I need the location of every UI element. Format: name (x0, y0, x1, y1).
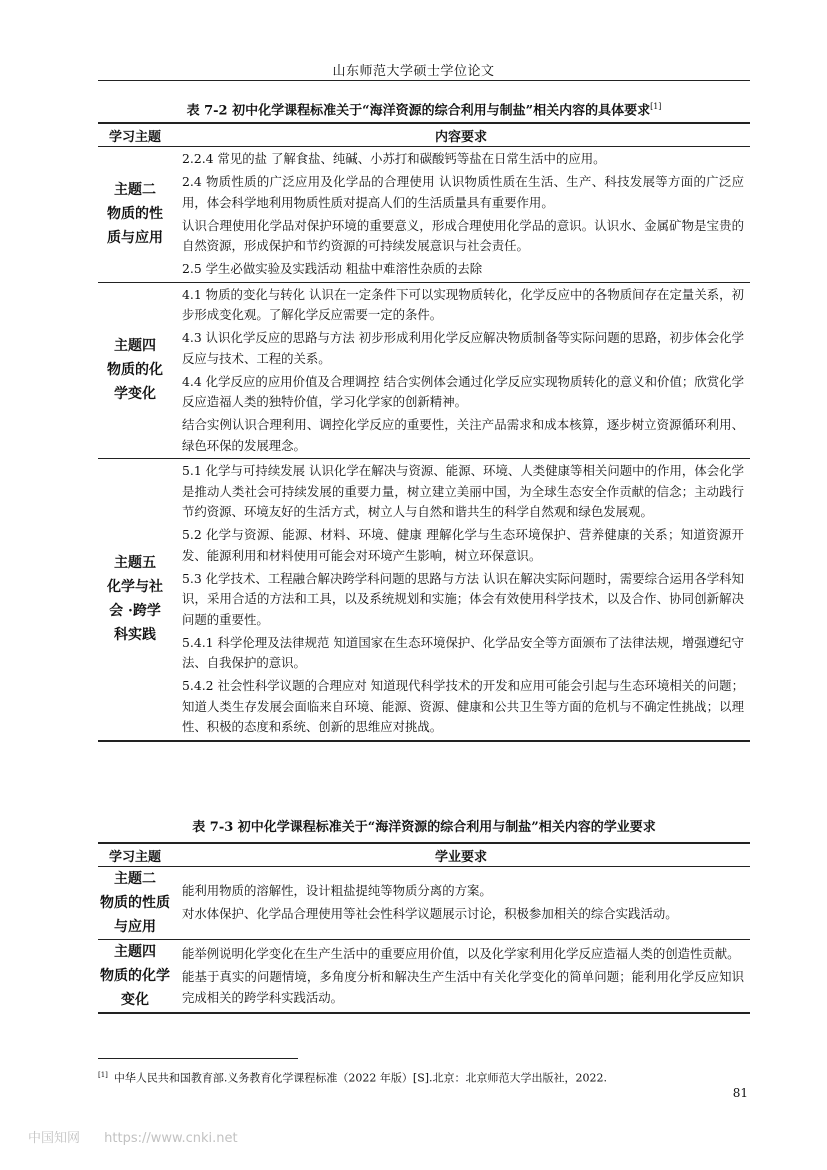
cnki-watermark (28, 1127, 238, 1146)
requirement-item: 5.4.2 社会性科学议题的合理应对 知道现代科学技术的开发和应用可能会引起与生态环境相关的问题；知道人类生存发展会面临来自环境、能源、资源、健康和公共卫生等方面的危机与不确定性挑战；以理性、积极的态度和系统、创新的思维应对挑战。 (182, 678, 744, 734)
topic-cell (98, 459, 172, 741)
requirements-cell (172, 282, 750, 459)
table1-caption (98, 98, 750, 120)
academic-requirements-table (98, 842, 750, 1014)
topic-line: 物质的化学 (100, 968, 170, 984)
table-header-row (98, 123, 750, 147)
table-row (98, 459, 750, 741)
topic-line: 会 ·跨学 (109, 603, 161, 620)
requirement-item: 能基于真实的问题情境，多角度分析和解决生产生活中有关化学变化的简单问题；能利用化学反应知识完成相关的跨学科实践活动。 (182, 969, 744, 1005)
page-number: 81 (732, 1086, 748, 1100)
table2-caption (98, 819, 750, 837)
topic-line: 变化 (121, 992, 149, 1008)
requirement-item: 2.4 物质性质的广泛应用及化学品的合理使用 认识物质性质在生活、生产、科技发展等方面的广泛应用，体会科学地利用物质性质对提高人们的生活质量具有重要作用。 (182, 174, 744, 210)
watermark-brand: 中国知网 (28, 1131, 81, 1146)
content-requirements-table (98, 122, 750, 742)
table-row (98, 282, 750, 459)
requirement-item: 认识合理使用化学品对保护环境的重要意义，形成合理使用化学品的意识。认识水、金属矿物是宝贵的自然资源，形成保护和节约资源的可持续发展意识与社会责任。 (182, 217, 744, 253)
column-header-requirements: 内容要求 (172, 123, 750, 147)
topic-cell (98, 940, 172, 1014)
table-row (98, 867, 750, 940)
topic-line: 主题四 (114, 944, 156, 960)
requirements-cell (172, 147, 750, 283)
requirement-list (172, 147, 750, 282)
table-row (98, 147, 750, 283)
requirement-item: 2.2.4 常见的盐 了解食盐、纯碱、小苏打和碳酸钙等盐在日常生活中的应用。 (182, 151, 606, 166)
column-header-requirements: 学业要求 (172, 843, 750, 867)
requirement-list (172, 459, 750, 740)
topic-line: 物质的性质 (100, 895, 170, 911)
requirement-item: 2.5 学生必做实验及实践活动 粗盐中难溶性杂质的去除 (182, 261, 483, 276)
table2-caption-text: 表 7-3 初中化学课程标准关于“海洋资源的综合利用与制盐”相关内容的学业要求 (192, 820, 656, 835)
requirement-list (172, 283, 750, 459)
topic-line: 主题四 (114, 338, 156, 355)
requirements-cell (172, 459, 750, 741)
footnote (98, 1068, 607, 1086)
topic-line: 质与应用 (107, 230, 163, 247)
table-row (98, 940, 750, 1014)
topic-cell (98, 147, 172, 283)
footnote-rule (98, 1058, 298, 1059)
requirement-list (172, 942, 750, 1010)
topic-line: 与应用 (114, 919, 156, 935)
requirement-item: 能举例说明化学变化在生产生活中的重要应用价值，以及化学家利用化学反应造福人类的创造性贡献。 (182, 946, 740, 961)
table1-caption-ref: [1] (650, 102, 662, 111)
requirement-list (172, 879, 750, 927)
requirement-item: 4.3 认识化学反应的思路与方法 初步形成利用化学反应解决物质制备等实际问题的思路，初步体会化学反应与技术、工程的关系。 (182, 330, 744, 366)
topic-line: 主题二 (114, 182, 156, 199)
topic-line: 主题二 (114, 871, 156, 887)
header-rule (98, 80, 750, 81)
requirement-item: 结合实例认识合理利用、调控化学反应的重要性，关注产品需求和成本核算，逐步树立资源循环利用、绿色环保的发展理念。 (182, 417, 744, 453)
column-header-topic: 学习主题 (98, 843, 172, 867)
topic-line: 化学与社 (107, 579, 163, 596)
watermark-url: https://www.cnki.net (104, 1131, 238, 1146)
requirements-cell (172, 867, 750, 940)
table1-caption-text: 表 7-2 初中化学课程标准关于“海洋资源的综合利用与制盐”相关内容的具体要求 (186, 103, 651, 119)
requirement-item: 4.4 化学反应的应用价值及合理调控 结合实例体会通过化学反应实现物质转化的意义和价值；欣赏化学反应造福人类的独特价值，学习化学家的创新精神。 (182, 373, 744, 409)
requirement-item: 5.3 化学技术、工程融合解决跨学科问题的思路与方法 认识在解决实际问题时，需要综合运用各学科知识，采用合适的方法和工具，以及系统规划和实施；体会有效使用科学技术，以及合作、协同创新解决问题的重要性。 (182, 570, 744, 627)
requirement-item: 能利用物质的溶解性，设计粗盐提纯等物质分离的方案。 (182, 883, 492, 899)
topic-line: 主题五 (114, 555, 156, 572)
topic-line: 物质的性 (107, 206, 163, 223)
topic-cell (98, 282, 172, 459)
table-header-row (98, 843, 750, 867)
topic-line: 科实践 (114, 627, 156, 644)
requirement-item: 5.1 化学与可持续发展 认识化学在解决与资源、能源、环境、人类健康等相关问题中的作用，体会化学是推动人类社会可持续发展的重要力量，树立建立美丽中国，为全球生态安全作贡献的信念；主动践行节约资源、环境友好的生活方式，树立人与自然和谐共生的科学自然观和绿色发展观。 (182, 463, 744, 519)
requirement-item: 4.1 物质的变化与转化 认识在一定条件下可以实现物质转化，化学反应中的各物质间存在定量关系，初步形成变化观。了解化学反应需要一定的条件。 (182, 286, 744, 322)
requirement-item: 对水体保护、化学品合理使用等社会性科学议题展示讨论，积极参加相关的综合实践活动。 (182, 906, 678, 922)
footnote-marker: [1] (98, 1071, 108, 1079)
running-header: 山东师范大学硕士学位论文 (332, 64, 495, 79)
column-header-topic: 学习主题 (98, 123, 172, 147)
topic-line: 学变化 (114, 386, 156, 403)
requirement-item: 5.4.1 科学伦理及法律规范 知道国家在生态环境保护、化学品安全等方面颁布了法律法规，增强遵纪守法、自我保护的意识。 (182, 634, 744, 670)
requirements-cell (172, 940, 750, 1014)
topic-line: 物质的化 (107, 362, 163, 379)
topic-cell (98, 867, 172, 940)
footnote-text: 中华人民共和国教育部.义务教育化学课程标准（2022 年版）[S].北京：北京师范大学出版社，2022. (113, 1071, 608, 1085)
requirement-item: 5.2 化学与资源、能源、材料、环境、健康 理解化学与生态环境保护、营养健康的关系；知道资源开发、能源利用和材料使用可能会对环境产生影响，树立环保意识。 (182, 527, 744, 563)
